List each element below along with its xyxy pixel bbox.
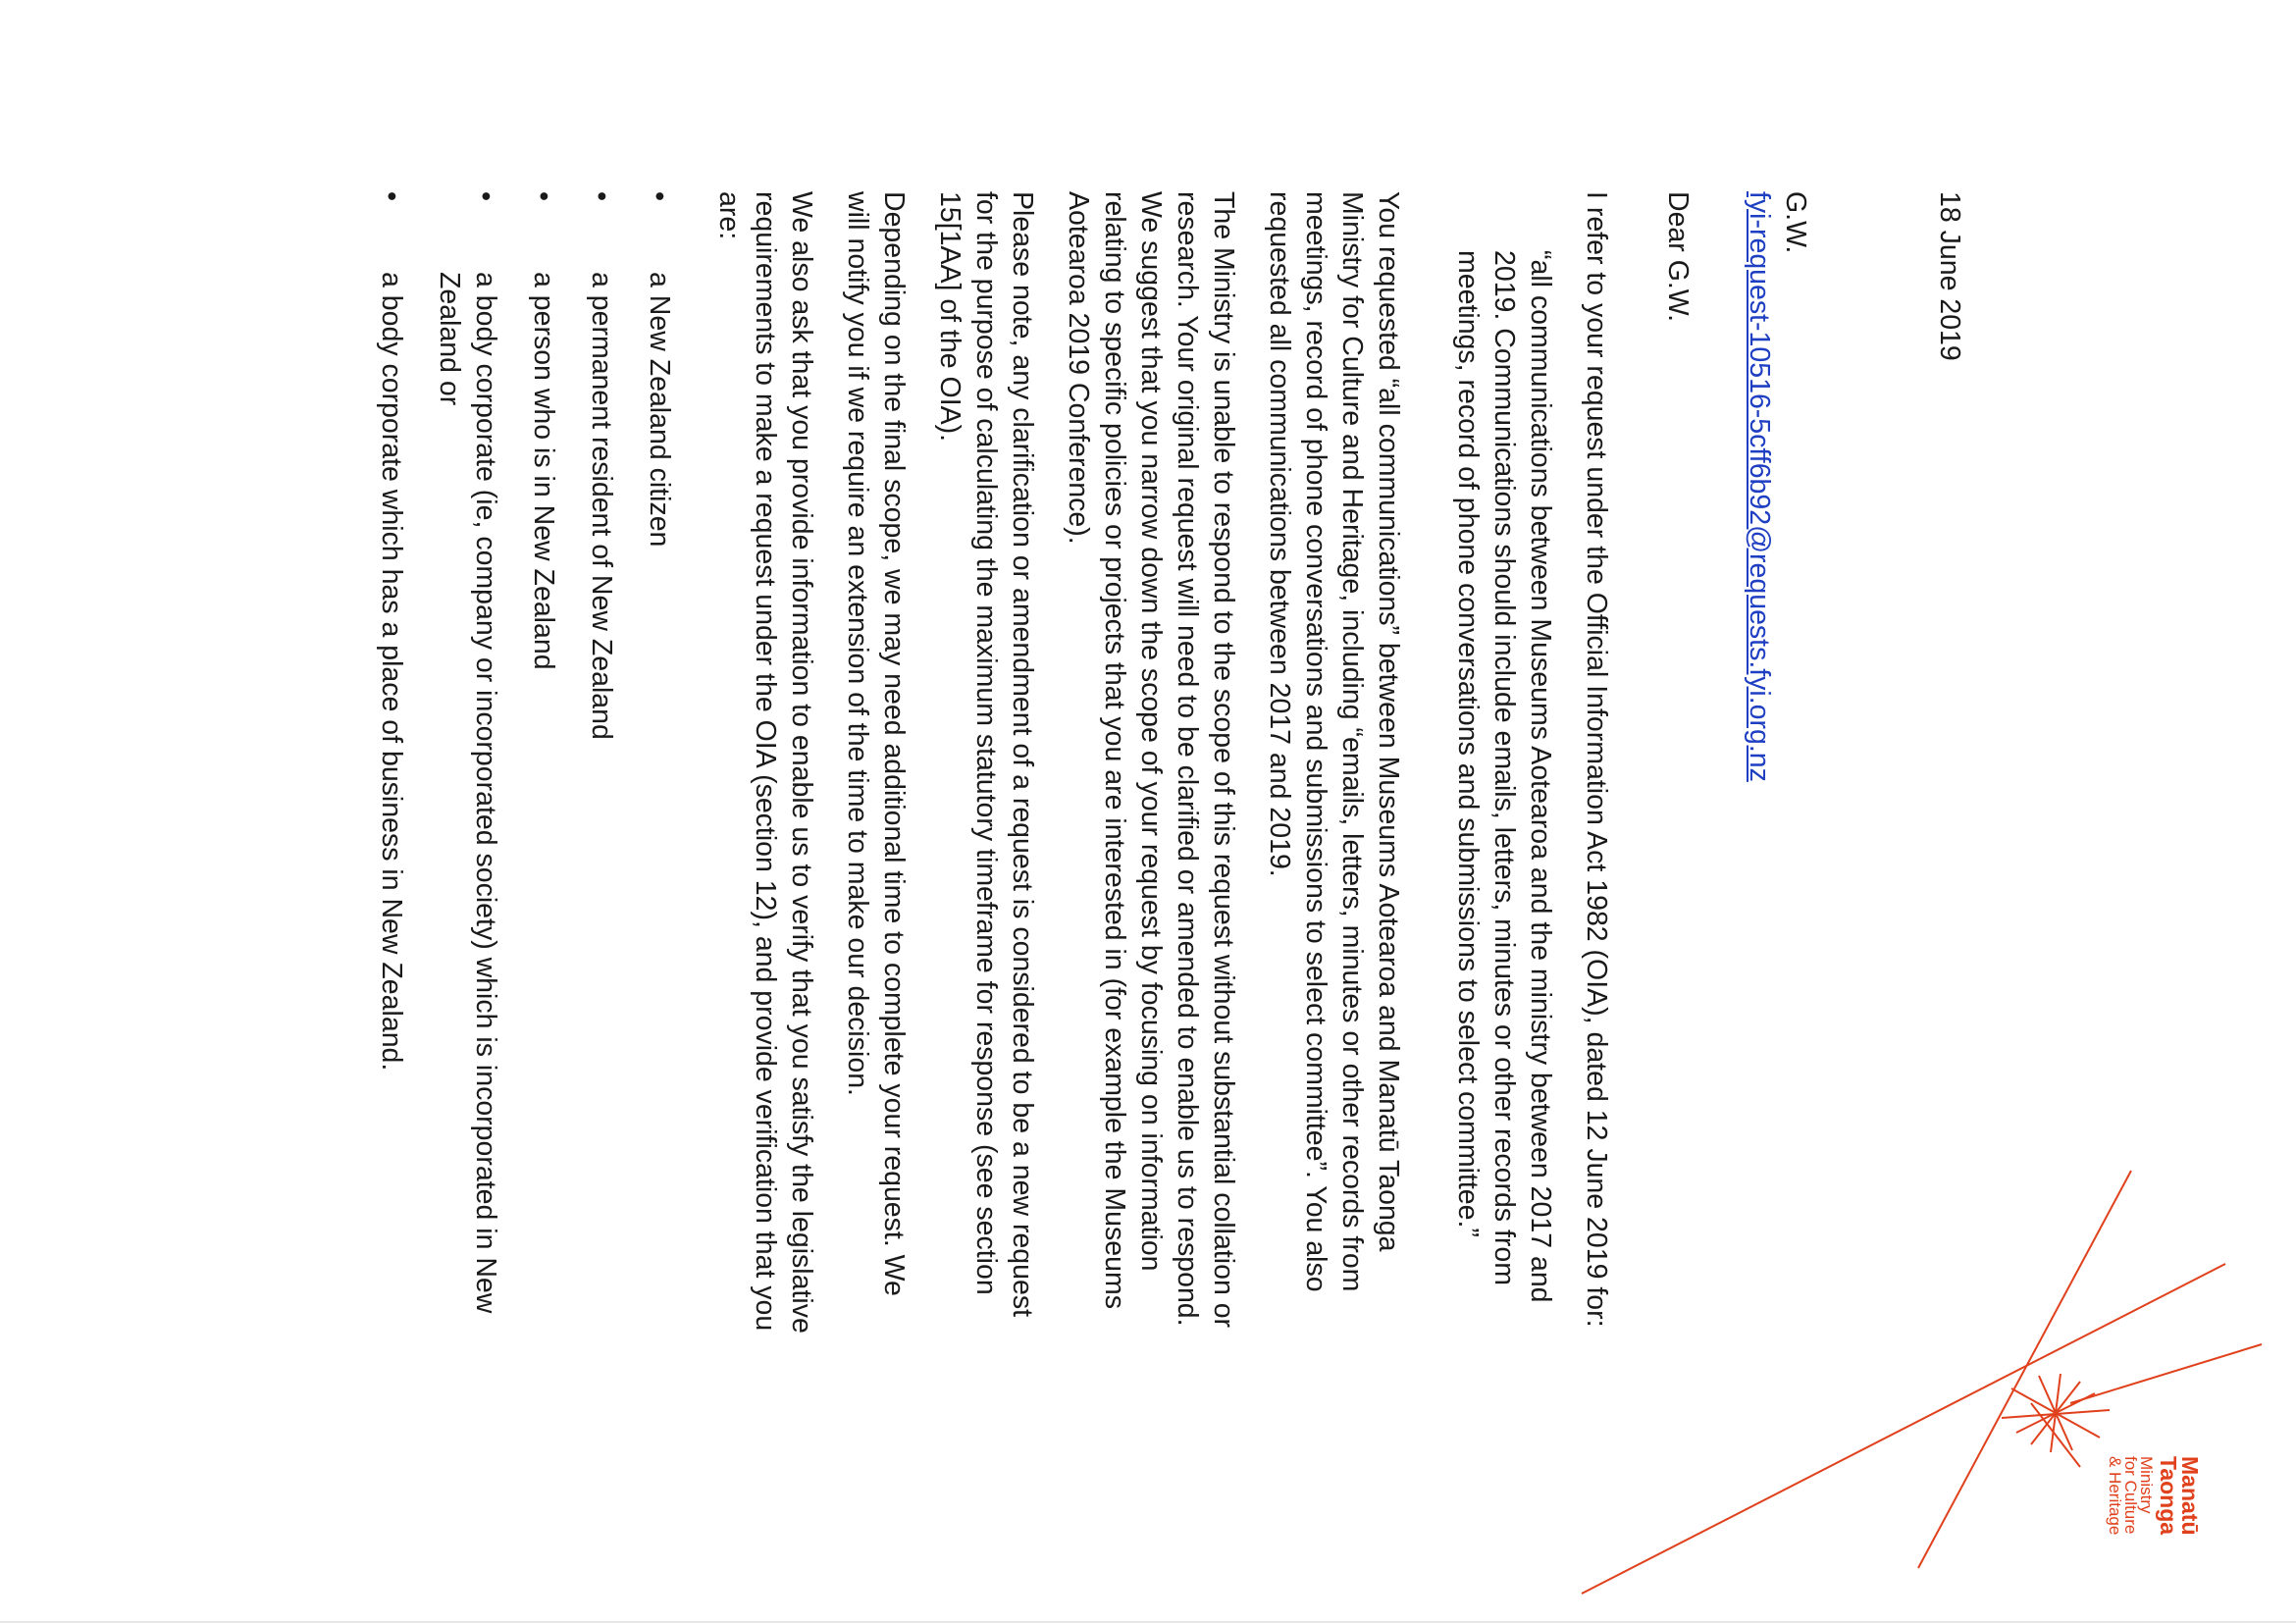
logo-sub-line1: Ministry [2137,1456,2156,1514]
unable-paragraph: The Ministry is unable to respond to the scope of this request without substantial collation or research. Your original request will need to be clarified or amended to enable us to respond. We suggest that you narrow down the scope of your request by focusing on information relating to specific policies or projects that you are interested in (for example the Museums Aotearoa 2019 Conference). [1063,191,1239,1329]
letter-date: 18 June 2019 [1934,191,1965,361]
list-item: • a New Zealand citizen [641,191,677,1339]
logo-brand-line2: Taonga [2156,1456,2181,1536]
scope-paragraph: Depending on the final scope, we may need additional time to complete your request. We will notify you if we require an extension of the time to make our decision. [842,191,910,1296]
salutation: Dear G.W. [1662,191,1694,323]
list-item: • a person who is in New Zealand [525,191,561,1339]
intro-paragraph: I refer to your request under the Official Information Act 1982 (OIA), dated 12 June 2019 for: [1581,191,1612,1328]
recipient-name: G.W. [1780,191,1811,254]
request-quote: “all communications between Museums Aotearoa and the ministry between 2017 and 2019. Communications should include emails, letters, minutes or other records from meetings, record of phone conversations and submissions to select committee.” [1452,250,1556,1303]
list-item: • a body corporate which has a place of business in New Zealand. [373,191,409,1339]
logo-sub-line2: for Culture [2121,1456,2140,1535]
list-item: • a permanent resident of New Zealand [583,191,619,1339]
note-paragraph: Please note, any clarification or amendment of a request is considered to be a new request for the purpose of calculating the maximum statutory timeframe for response (see section 15[1AA] of the OIA). [934,191,1038,1317]
logo-sub-line3: & Heritage [2106,1456,2124,1536]
recipient-email-link[interactable]: fyi-request-10516-5cff6b92@requests.fyi.org.nz [1744,191,1775,782]
ministry-logo [2107,1456,2201,1574]
logo-brand-line1: Manatū [2177,1456,2203,1536]
requested-paragraph: You requested “all communications” between Museums Aotearoa and Manatū Taonga Ministry for Culture and Heritage, including “emails, letters, minutes or other records from meetings, record of phone conversations and submissions to select committee”. You also requested all communications between 2017 and 2019. [1264,191,1404,1292]
list-item: • a body corporate (ie, company or incorporated society) which is incorporated in New Zealand or [431,191,503,1339]
verify-paragraph: We also ask that you provide information to enable us to verify that you satisfy the legislative requirements to make a request under the OIA (section 12), and provide verification that you are: [713,191,817,1334]
